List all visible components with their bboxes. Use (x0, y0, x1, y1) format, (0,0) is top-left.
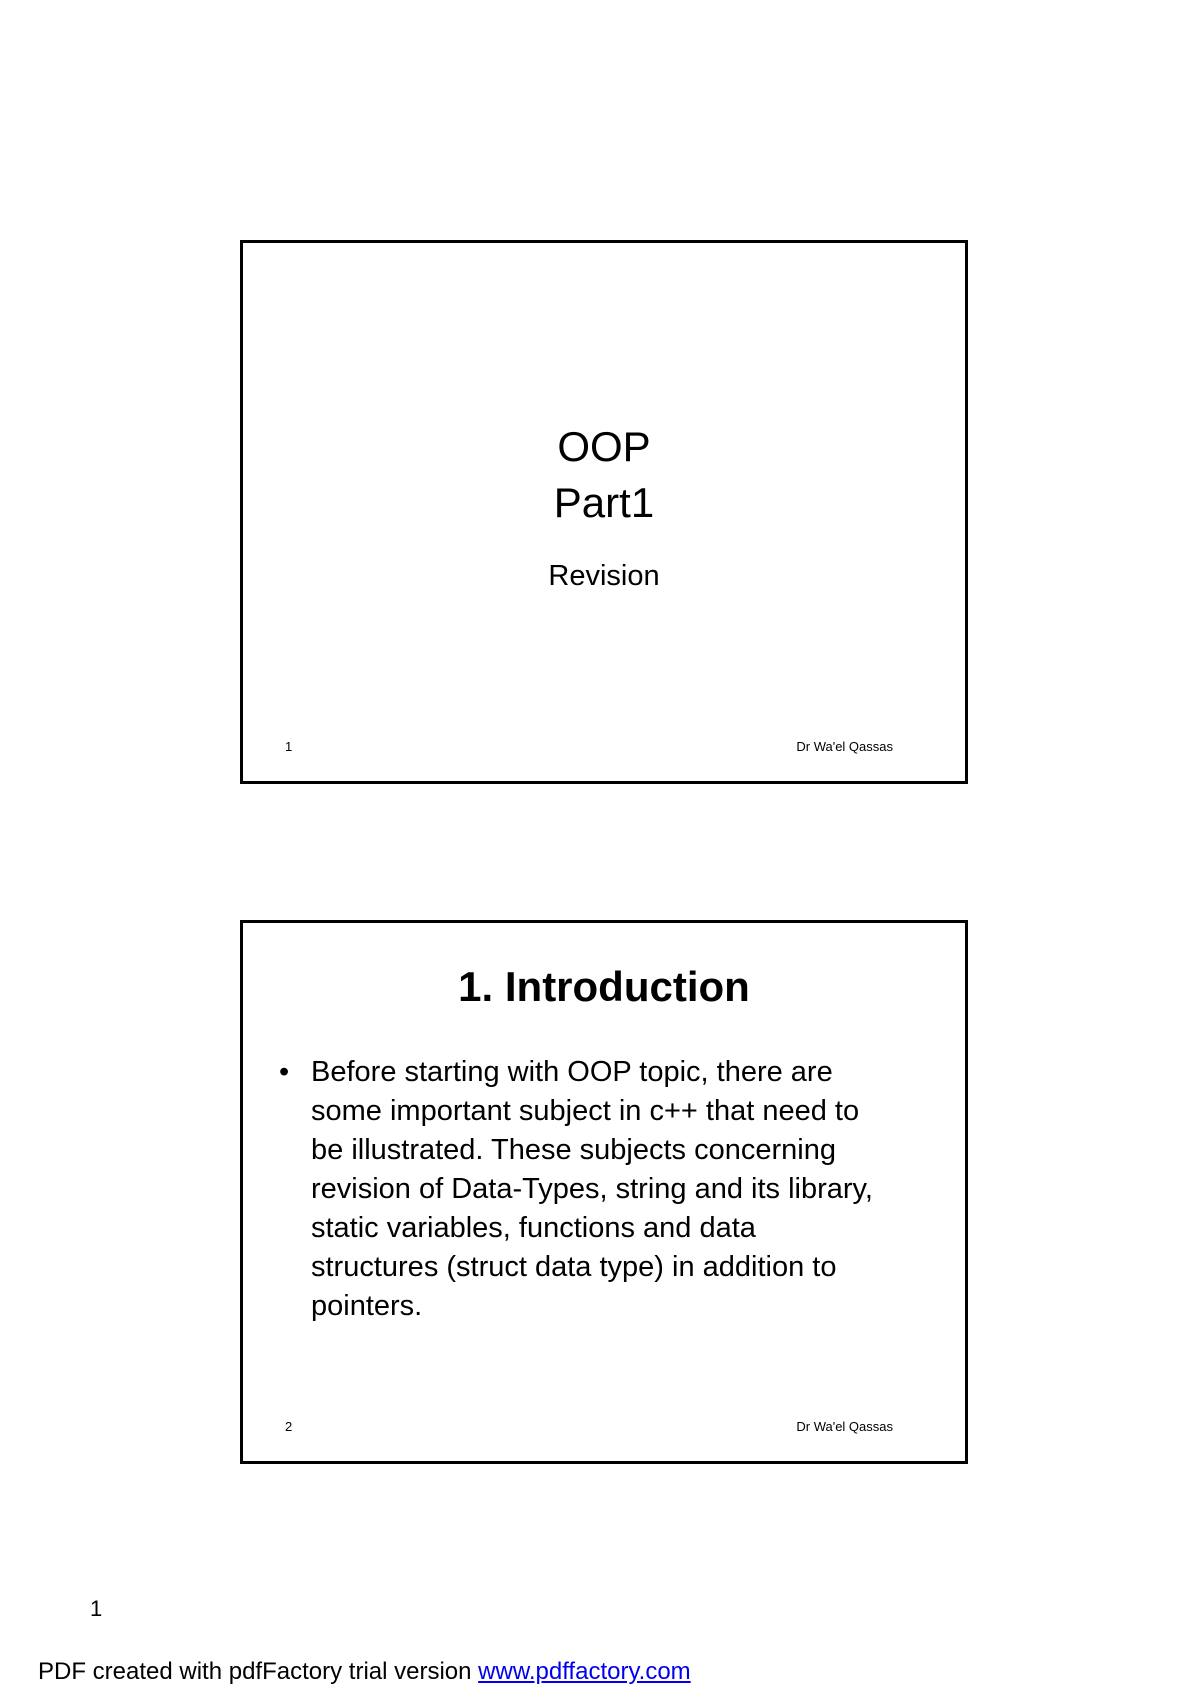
title-line-2: Part1 (553, 479, 655, 526)
bullet-list (279, 1053, 879, 1326)
bullet-icon: • (279, 1056, 290, 1088)
slide-number: 2 (285, 1419, 293, 1434)
slide-author: Dr Wa'el Qassas (796, 739, 893, 754)
slide-author: Dr Wa'el Qassas (796, 1419, 893, 1434)
slide-number: 1 (285, 739, 293, 754)
slide-heading: 1. Introduction (458, 963, 750, 1010)
page-number: 1 (90, 1596, 103, 1621)
slide-subtitle: Revision (548, 560, 660, 592)
title-line-1: OOP (557, 423, 651, 470)
bullet-text: Before starting with OOP topic, there are some important subject in c++ that need to be illustrated. These subjects concerning revision of Data-Types, string and its library, static variables, functions and data structures (struct data type) in addition to pointers. (311, 1056, 873, 1322)
slide-1 (240, 240, 968, 784)
slide-title (243, 419, 965, 531)
pdffactory-link[interactable]: www.pdffactory.com (478, 1658, 691, 1685)
pdf-footer-text: PDF created with pdfFactory trial version (38, 1658, 479, 1685)
slide-2 (240, 920, 968, 1464)
pdf-footer (38, 1658, 691, 1686)
